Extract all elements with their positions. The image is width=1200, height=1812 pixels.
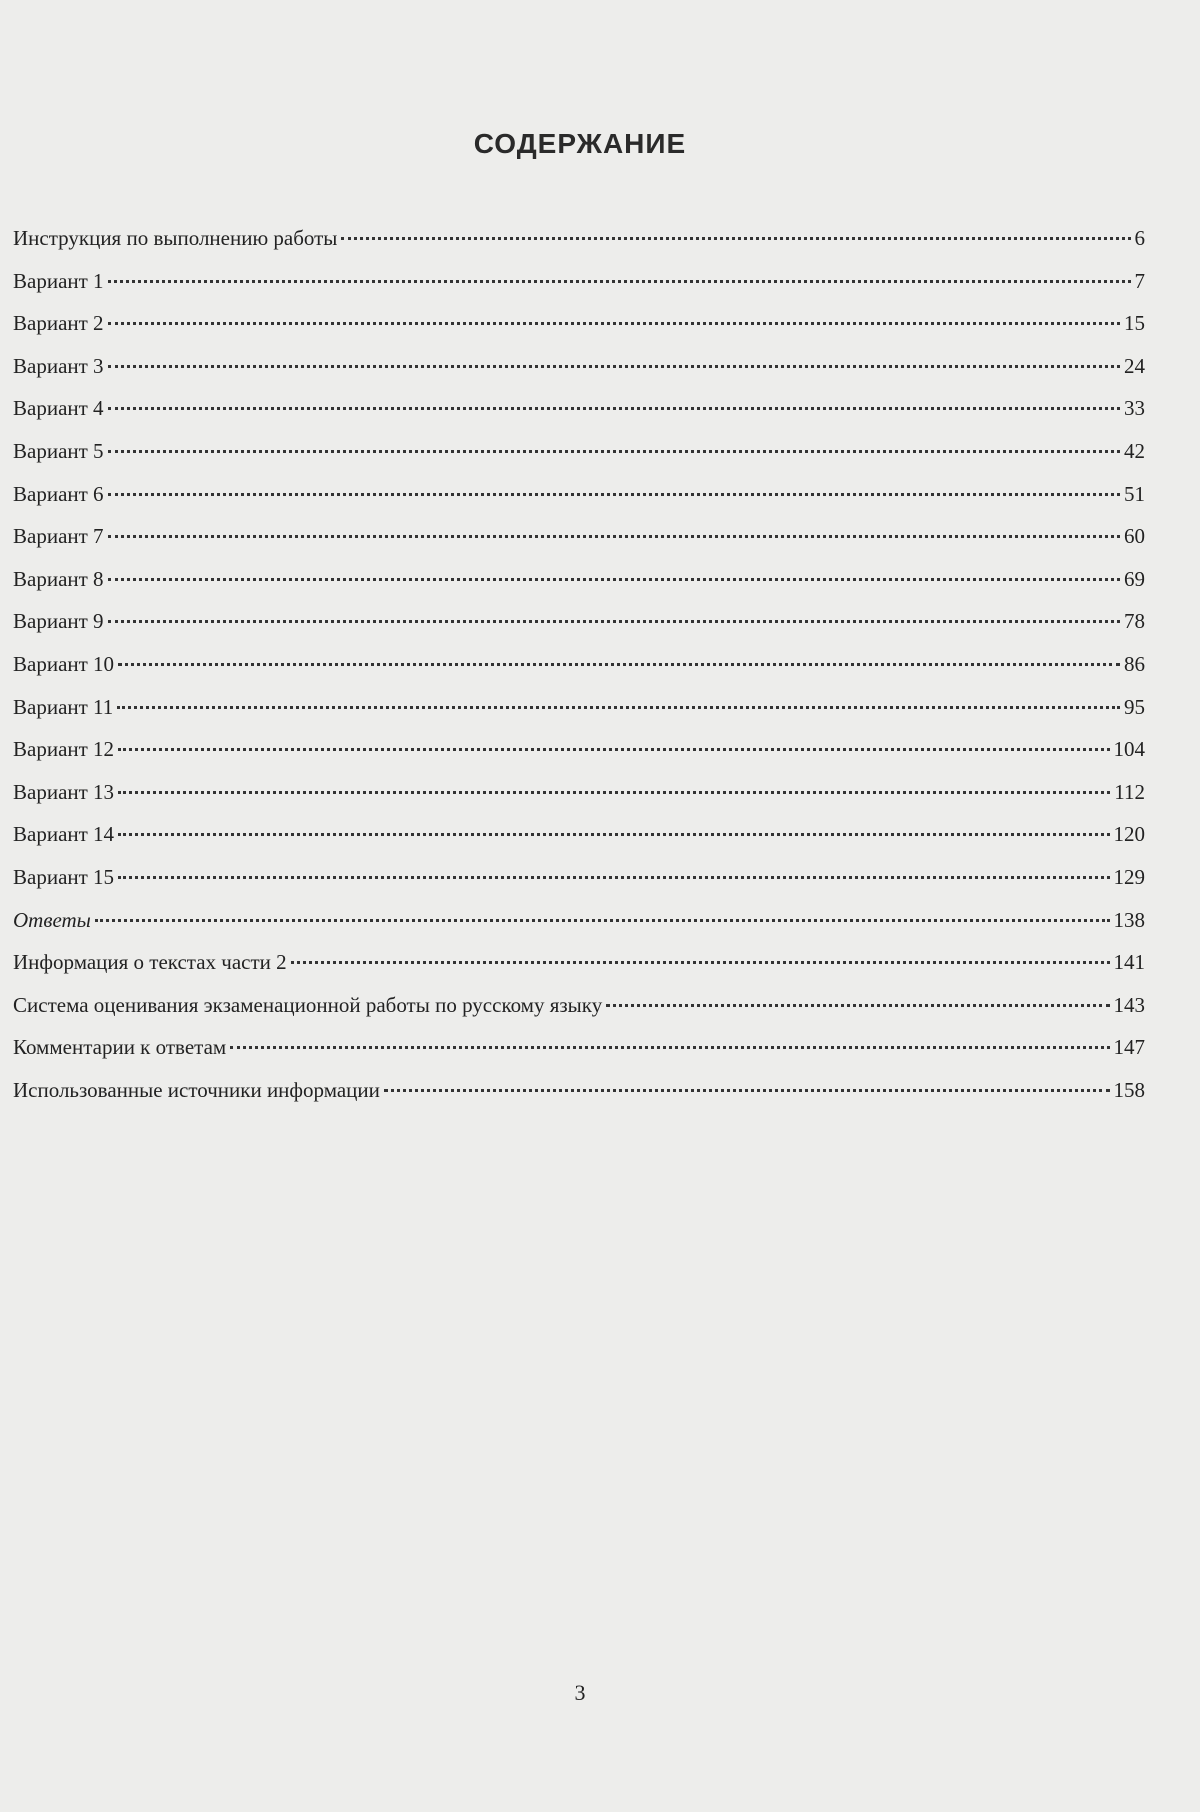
toc-leader-dots [118, 791, 1110, 794]
toc-entry-label: Вариант 2 [13, 311, 104, 336]
toc-entry-page: 69 [1124, 566, 1145, 591]
toc-entry [13, 396, 1145, 439]
toc-entry-label: Система оценивания экзаменационной работы по русскому языку [13, 992, 603, 1017]
toc-entry-page: 138 [1113, 907, 1145, 932]
toc-entry [13, 822, 1145, 865]
toc-leader-dots [606, 1004, 1109, 1007]
toc-entry-page: 129 [1113, 864, 1145, 889]
toc-entry [13, 737, 1145, 780]
toc-leader-dots [118, 833, 1109, 836]
toc-entry-label: Ответы [13, 907, 91, 932]
toc-entry-page: 7 [1134, 268, 1145, 293]
toc-entry-label: Вариант 13 [13, 779, 115, 804]
toc-entry-page: 86 [1124, 651, 1145, 676]
page-title: СОДЕРЖАНИЕ [473, 128, 687, 159]
toc-entry-label: Вариант 11 [13, 694, 114, 719]
toc-entry-page: 112 [1114, 779, 1145, 804]
toc-entry [13, 524, 1145, 567]
toc-leader-dots [118, 663, 1120, 666]
toc-entry [13, 950, 1145, 993]
toc-leader-dots [118, 876, 1109, 879]
toc-entry-label: Вариант 3 [13, 353, 104, 378]
toc-entry-label: Информация о текстах части 2 [13, 950, 287, 975]
toc-entry-page: 147 [1113, 1035, 1145, 1060]
toc-entry [13, 439, 1145, 482]
toc-entry-label: Вариант 8 [13, 566, 104, 591]
toc-entry [13, 311, 1145, 354]
toc-entry-page: 158 [1113, 1077, 1145, 1102]
toc-entry-page: 78 [1124, 609, 1145, 634]
toc-entry-label: Вариант 1 [13, 268, 104, 293]
toc-leader-dots [108, 322, 1120, 325]
toc-entry-label: Вариант 10 [13, 651, 115, 676]
toc-leader-dots [108, 450, 1120, 453]
toc-entry [13, 609, 1145, 652]
toc-entry-label: Инструкция по выполнению работы [13, 226, 338, 250]
toc-entry-label: Вариант 12 [13, 737, 115, 762]
toc-entry [13, 482, 1145, 525]
toc-entry-page: 15 [1124, 311, 1145, 336]
toc-entry-label: Вариант 6 [13, 481, 104, 506]
toc-leader-dots [108, 578, 1120, 581]
toc-entry-label: Вариант 4 [13, 396, 104, 421]
toc-leader-dots [108, 535, 1120, 538]
toc-entry-label: Вариант 5 [13, 438, 104, 463]
toc-entry [13, 865, 1145, 908]
toc-leader-dots [108, 407, 1120, 410]
toc-entry-page: 104 [1113, 737, 1145, 762]
toc-leader-dots [291, 961, 1110, 964]
toc-entry [13, 695, 1145, 738]
toc-leader-dots [108, 280, 1131, 283]
toc-leader-dots [95, 919, 1110, 922]
toc-entry-label: Комментарии к ответам [13, 1035, 227, 1060]
toc-entry-page: 24 [1124, 353, 1145, 378]
toc-entry-label: Вариант 14 [13, 822, 115, 847]
toc-entry-page: 143 [1113, 992, 1145, 1017]
toc-entry [13, 780, 1145, 823]
toc-entry-page: 60 [1124, 524, 1145, 549]
toc-entry [13, 993, 1145, 1036]
page-number: 3 [574, 1680, 586, 1705]
toc-entry-label: Вариант 15 [13, 864, 115, 889]
toc-entry [13, 567, 1145, 610]
toc-entry-page: 95 [1124, 694, 1145, 719]
toc-entry [13, 1078, 1145, 1121]
toc-entry-page: 33 [1124, 396, 1145, 421]
table-of-contents [13, 226, 1145, 1120]
toc-entry-label: Вариант 7 [13, 524, 104, 549]
toc-leader-dots [108, 365, 1120, 368]
toc-entry-page: 120 [1113, 822, 1145, 847]
toc-leader-dots [108, 620, 1120, 623]
toc-entry [13, 269, 1145, 312]
toc-entry [13, 1035, 1145, 1078]
toc-entry [13, 354, 1145, 397]
toc-entry [13, 226, 1145, 269]
toc-entry-page: 141 [1113, 950, 1145, 975]
toc-leader-dots [341, 237, 1130, 240]
toc-entry [13, 652, 1145, 695]
toc-entry-page: 6 [1134, 226, 1145, 250]
toc-leader-dots [117, 706, 1120, 709]
toc-leader-dots [384, 1089, 1110, 1092]
toc-entry-label: Использованные источники информации [13, 1077, 380, 1102]
toc-entry-label: Вариант 9 [13, 609, 104, 634]
toc-leader-dots [230, 1046, 1109, 1049]
toc-leader-dots [108, 493, 1120, 496]
toc-entry-page: 51 [1124, 481, 1145, 506]
toc-entry [13, 908, 1145, 951]
toc-leader-dots [118, 748, 1109, 751]
toc-entry-page: 42 [1124, 438, 1145, 463]
